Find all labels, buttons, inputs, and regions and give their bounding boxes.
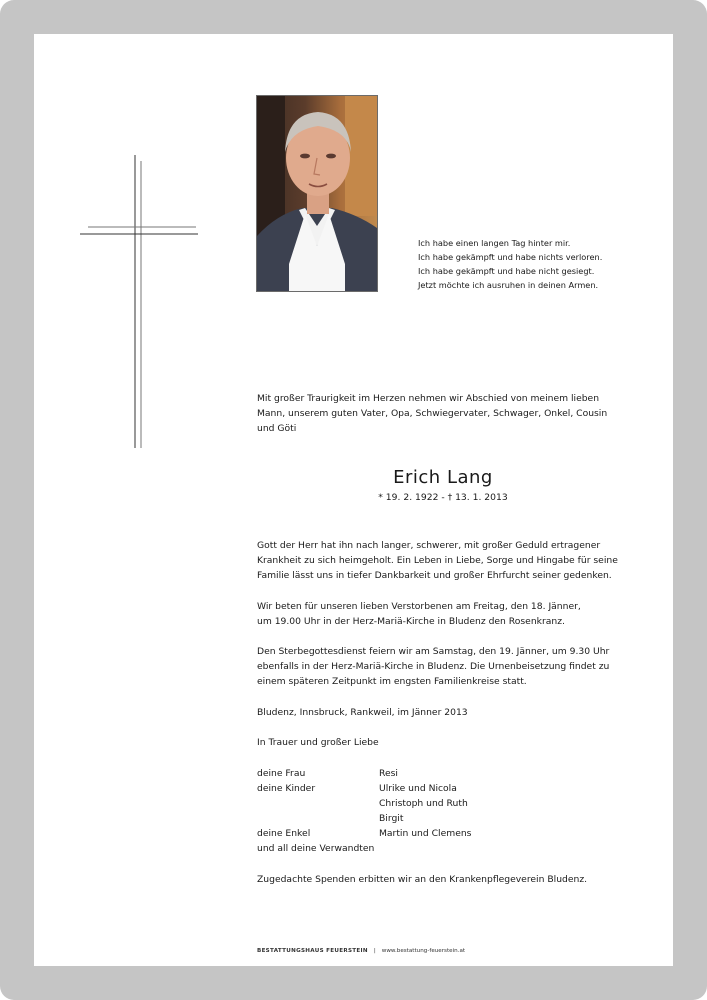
relative-relation: deine Kinder <box>257 783 316 794</box>
relative-names <box>379 841 471 856</box>
cross-icon <box>80 155 198 448</box>
relative-relation <box>257 796 374 811</box>
closing-line: In Trauer und großer Liebe <box>257 737 379 748</box>
relative-relation <box>257 811 374 826</box>
poem <box>418 236 602 292</box>
paragraph-line: Den Sterbegottesdienst feiern wir am Samstag, den 19. Jänner, um 9.30 Uhr <box>257 646 610 657</box>
relative-names: Birgit <box>379 813 404 824</box>
place-date: Bludenz, Innsbruck, Rankweil, im Jänner 2013 <box>257 707 468 718</box>
footer <box>257 948 465 954</box>
funeral-home-name: BESTATTUNGSHAUS FEUERSTEIN <box>257 948 368 954</box>
relative-relation: deine Enkel <box>257 828 311 839</box>
relative-relation: und all deine Verwandten <box>257 843 375 854</box>
poem-line: Ich habe gekämpft und habe nichts verloren. <box>418 252 603 262</box>
poem-line: Ich habe einen langen Tag hinter mir. <box>418 238 571 248</box>
relative-names: Christoph und Ruth <box>379 798 468 809</box>
paragraph-funeral-mass <box>257 644 609 689</box>
paragraph-rosary <box>257 599 581 629</box>
relative-names: Resi <box>379 768 398 779</box>
relatives-relations <box>257 766 374 856</box>
relative-names: Ulrike und Nicola <box>379 783 457 794</box>
paragraph-line: Wir beten für unseren lieben Verstorbenen am Freitag, den 18. Jänner, <box>257 601 581 612</box>
deceased-name: Erich Lang <box>393 467 493 488</box>
paragraph-line: um 19.00 Uhr in der Herz-Mariä-Kirche in Bludenz den Rosenkranz. <box>257 616 565 627</box>
paragraph-line: Gott der Herr hat ihn nach langer, schwerer, mit großer Geduld ertragener <box>257 540 601 551</box>
life-dates: * 19. 2. 1922 - † 13. 1. 2013 <box>378 492 508 503</box>
intro-line: Mit großer Traurigkeit im Herzen nehmen wir Abschied von meinem lieben <box>257 393 600 404</box>
footer-separator: | <box>373 948 376 954</box>
intro-text <box>257 391 607 436</box>
portrait-photo <box>256 95 378 292</box>
intro-line: und Göti <box>257 423 297 434</box>
paragraph-homecoming <box>257 538 618 583</box>
relatives-names <box>379 766 471 856</box>
relative-names: Martin und Clemens <box>379 828 472 839</box>
paragraph-line: Familie lässt uns in tiefer Dankbarkeit und großer Ehrfurcht seiner gedenken. <box>257 570 612 581</box>
poem-line: Ich habe gekämpft und habe nicht gesiegt. <box>418 266 595 276</box>
paragraph-line: ebenfalls in der Herz-Mariä-Kirche in Bludenz. Die Urnenbeisetzung findet zu <box>257 661 610 672</box>
relative-relation: deine Frau <box>257 768 306 779</box>
paragraph-line: einem späteren Zeitpunkt im engsten Familienkreise statt. <box>257 676 527 687</box>
paragraph-line: Krankheit zu sich heimgeholt. Ein Leben in Liebe, Sorge und Hingabe für seine <box>257 555 618 566</box>
funeral-home-url[interactable]: www.bestattung-feuerstein.at <box>381 948 466 954</box>
intro-line: Mann, unserem guten Vater, Opa, Schwiegervater, Schwager, Onkel, Cousin <box>257 408 608 419</box>
donation-note: Zugedachte Spenden erbitten wir an den Krankenpflegeverein Bludenz. <box>257 874 588 885</box>
poem-line: Jetzt möchte ich ausruhen in deinen Armen. <box>418 280 599 290</box>
